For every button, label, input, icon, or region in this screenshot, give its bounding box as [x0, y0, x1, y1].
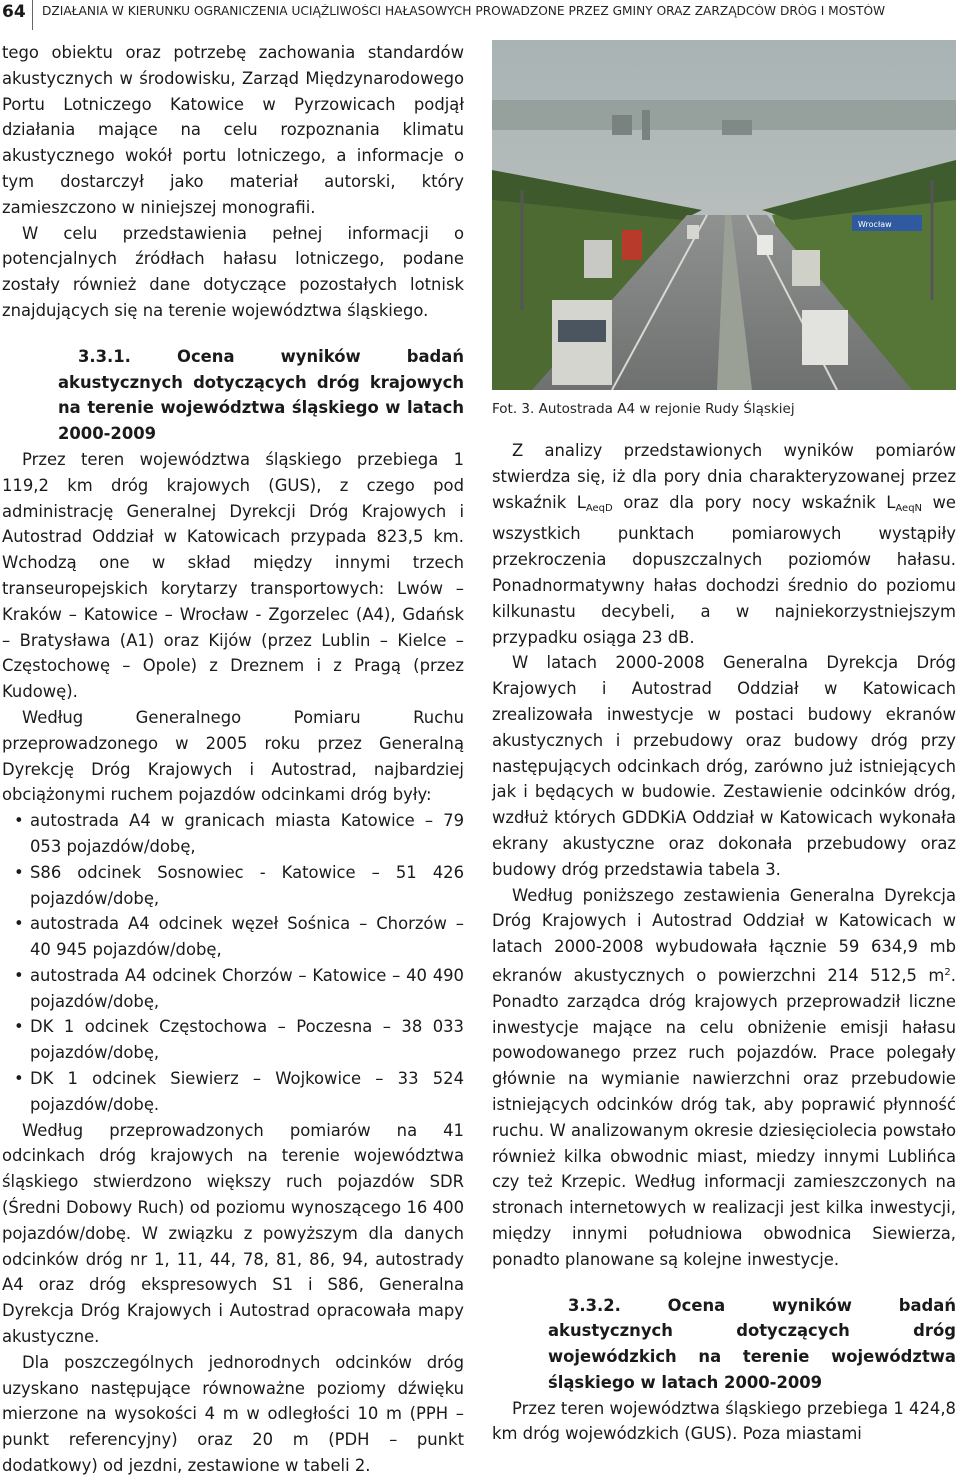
highway-photo — [492, 40, 956, 390]
road-sign-text: Wrocław — [858, 220, 892, 229]
photo-caption: Fot. 3. Autostrada A4 w rejonie Rudy Śląskiej — [492, 401, 795, 417]
list-item: • DK 1 odcinek Siewierz – Wojkowice – 33 524 pojazdów/dobę. — [2, 1066, 464, 1118]
paragraph: Według przeprowadzonych pomiarów na 41 odcinkach dróg krajowych na terenie województwa śląskiego stwierdzono większy ruch pojazdów SDR (Średni Dobowy Ruch) od poziomu wynoszącego 16 400 pojazdów/dobę. W związku z powyższym dla danych odcinków dróg nr 1, 11, 44, 78, 81, 86, 94, autostrady A4 oraz dróg ekspresowych S1 i S86, Generalna Dyrekcja Dróg Krajowych i Autostrad opracowała mapy akustyczne. — [2, 1120, 464, 1347]
paragraph: tego obiektu oraz potrzebę zachowania standardów akustycznych w środowisku, Zarząd Międzynarodowego Portu Lotniczego Katowice w Pyrzowicach podjął działania mające na celu rozpoznania klimatu akustycznego wokół portu lotniczego, a informacje o tym dostarczył jako materiał autorski, który zamieszczono w niniejszej monografii. — [2, 43, 464, 217]
paragraph: Dla poszczególnych jednorodnych odcinków dróg uzyskano następujące równoważne poziomy dźwięku mierzone na wysokości 4 m w odległości 10 m (PPH – punkt referencyjny) oraz 20 m (PDH – punkt dodatkowy) od jezdni, zestawione w tabeli 2. — [2, 1352, 464, 1476]
paragraph: W celu przedstawienia pełnej informacji o potencjalnych źródłach hałasu lotniczego, podane zostały również dane dotyczące pozostałych lotnisk znajdujących się na terenie województwa śląskiego. — [2, 223, 464, 320]
paragraph: Według Generalnego Pomiaru Ruchu przeprowadzonego w 2005 roku przez Generalną Dyrekcję Dróg Krajowych i Autostrad, najbardziej obciążonymi ruchem pojazdów odcinkami dróg były: — [2, 707, 464, 805]
paragraph: Z analizy przedstawionych wyników pomiarów stwierdza się, iż dla pory dnia charakteryzowanej przez wskaźnik $L_{AeqD}$ oraz dla pory nocy wskaźnik $L_{AeqN}$ we wszystkich punktach pomiarowych wystąpiły przekroczenia dopuszczalnych poziomów hałasu. Ponadnormatywny hałas dochodzi średnio do poziomu kilkunastu decybeli, a w najniekorzystniejszym przypadku osiąga 23 dB. — [492, 441, 956, 647]
list-item: • autostrada A4 w granicach miasta Katowice – 79 053 pojazdów/dobę, — [2, 808, 464, 860]
page-header — [0, 0, 960, 32]
header-divider — [32, 0, 33, 30]
list-item: • DK 1 odcinek Częstochowa – Poczesna – 38 033 pojazdów/dobę, — [2, 1014, 464, 1066]
list-item: • autostrada A4 odcinek Chorzów – Katowice – 40 490 pojazdów/dobę, — [2, 963, 464, 1015]
paragraph: Przez teren województwa śląskiego przebiega 1 119,2 km dróg krajowych (GUS), z czego pod administrację Generalnej Dyrekcji Dróg Krajowych i Autostrad Oddział w Katowicach przypada 823,5 km. Wchodzą one w skład między innymi trzech transeuropejskich korytarzy transportowych: Lwów – Kraków – Katowice – Wrocław - Zgorzelec (A4), Gdańsk – Bratysława (A1) oraz Kijów (przez Lublin – Kielce – Częstochowę – Opole) z Dreznem i z Pragą (przez Kudowę). — [2, 449, 464, 702]
running-title: DZIAŁANIA W KIERUNKU OGRANICZENIA UCIĄŻLIWOŚCI HAŁASOWYCH PROWADZONE PRZEZ GMINY ORAZ ZARZĄDCÓW DRÓG I MOSTÓW — [42, 4, 886, 18]
traffic-list — [2, 808, 464, 1118]
page-number: 64 — [2, 2, 26, 22]
list-item: • autostrada A4 odcinek węzeł Sośnica – Chorzów – 40 945 pojazdów/dobę, — [2, 911, 464, 963]
paragraph: Przez teren województwa śląskiego przebiega 1 424,8 km dróg wojewódzkich (GUS). Poza miastami — [492, 1398, 956, 1444]
section-heading-3-3-2: 3.3.2. Ocena wyników badań akustycznych dotyczących dróg wojewódzkich na terenie województwa śląskiego w latach 2000-2009 — [548, 1295, 956, 1392]
list-item: • S86 odcinek Sosnowiec - Katowice – 51 426 pojazdów/dobę, — [2, 860, 464, 912]
right-column — [492, 438, 956, 1447]
paragraph: Według poniższego zestawienia Generalna Dyrekcja Dróg Krajowych i Autostrad Oddział w Katowicach w latach 2000-2008 wybudowała łącznie 59 634,9 mb ekranów akustycznych o powierzchni 214 512,5 $m^2$. Ponadto zarządca dróg krajowych przeprowadził liczne inwestycje mające na celu obniżenie emisji hałasu powodowanego przez ruch pojazdów. Prace polegały głównie na wymianie nawierzchni oraz przebudowie istniejących odcinków dróg tak, aby poprawić płynność ruchu. W analizowanym okresie dziesięciolecia powstało również kilka obwodnic miast, miedzy innymi Lublińca czy też Krzepic. Według informacji zamieszczonych na stronach internetowych w realizacji jest kilka inwestycji, między innymi południowa obwodnica Siewierza, ponadto planowane są kolejne inwestycje. — [492, 885, 956, 1269]
left-column — [2, 40, 464, 1479]
section-heading-3-3-1: 3.3.1. Ocena wyników badań akustycznych dotyczących dróg krajowych na terenie województwa śląskiego w latach 2000-2009 — [58, 346, 464, 444]
paragraph: W latach 2000-2008 Generalna Dyrekcja Dróg Krajowych i Autostrad Oddział w Katowicach zrealizowała inwestycje w postaci budowy ekranów akustycznych i przebudowy oraz budowy dróg przy następujących odcinkach dróg, zarówno już istniejących jak i będących w budowie. Zestawienie odcinków dróg, wzdłuż których GDDKiA Oddział w Katowicach wykonała ekrany akustyczne oraz dokonała przebudowy oraz budowy dróg przedstawia tabela 3. — [492, 653, 956, 879]
